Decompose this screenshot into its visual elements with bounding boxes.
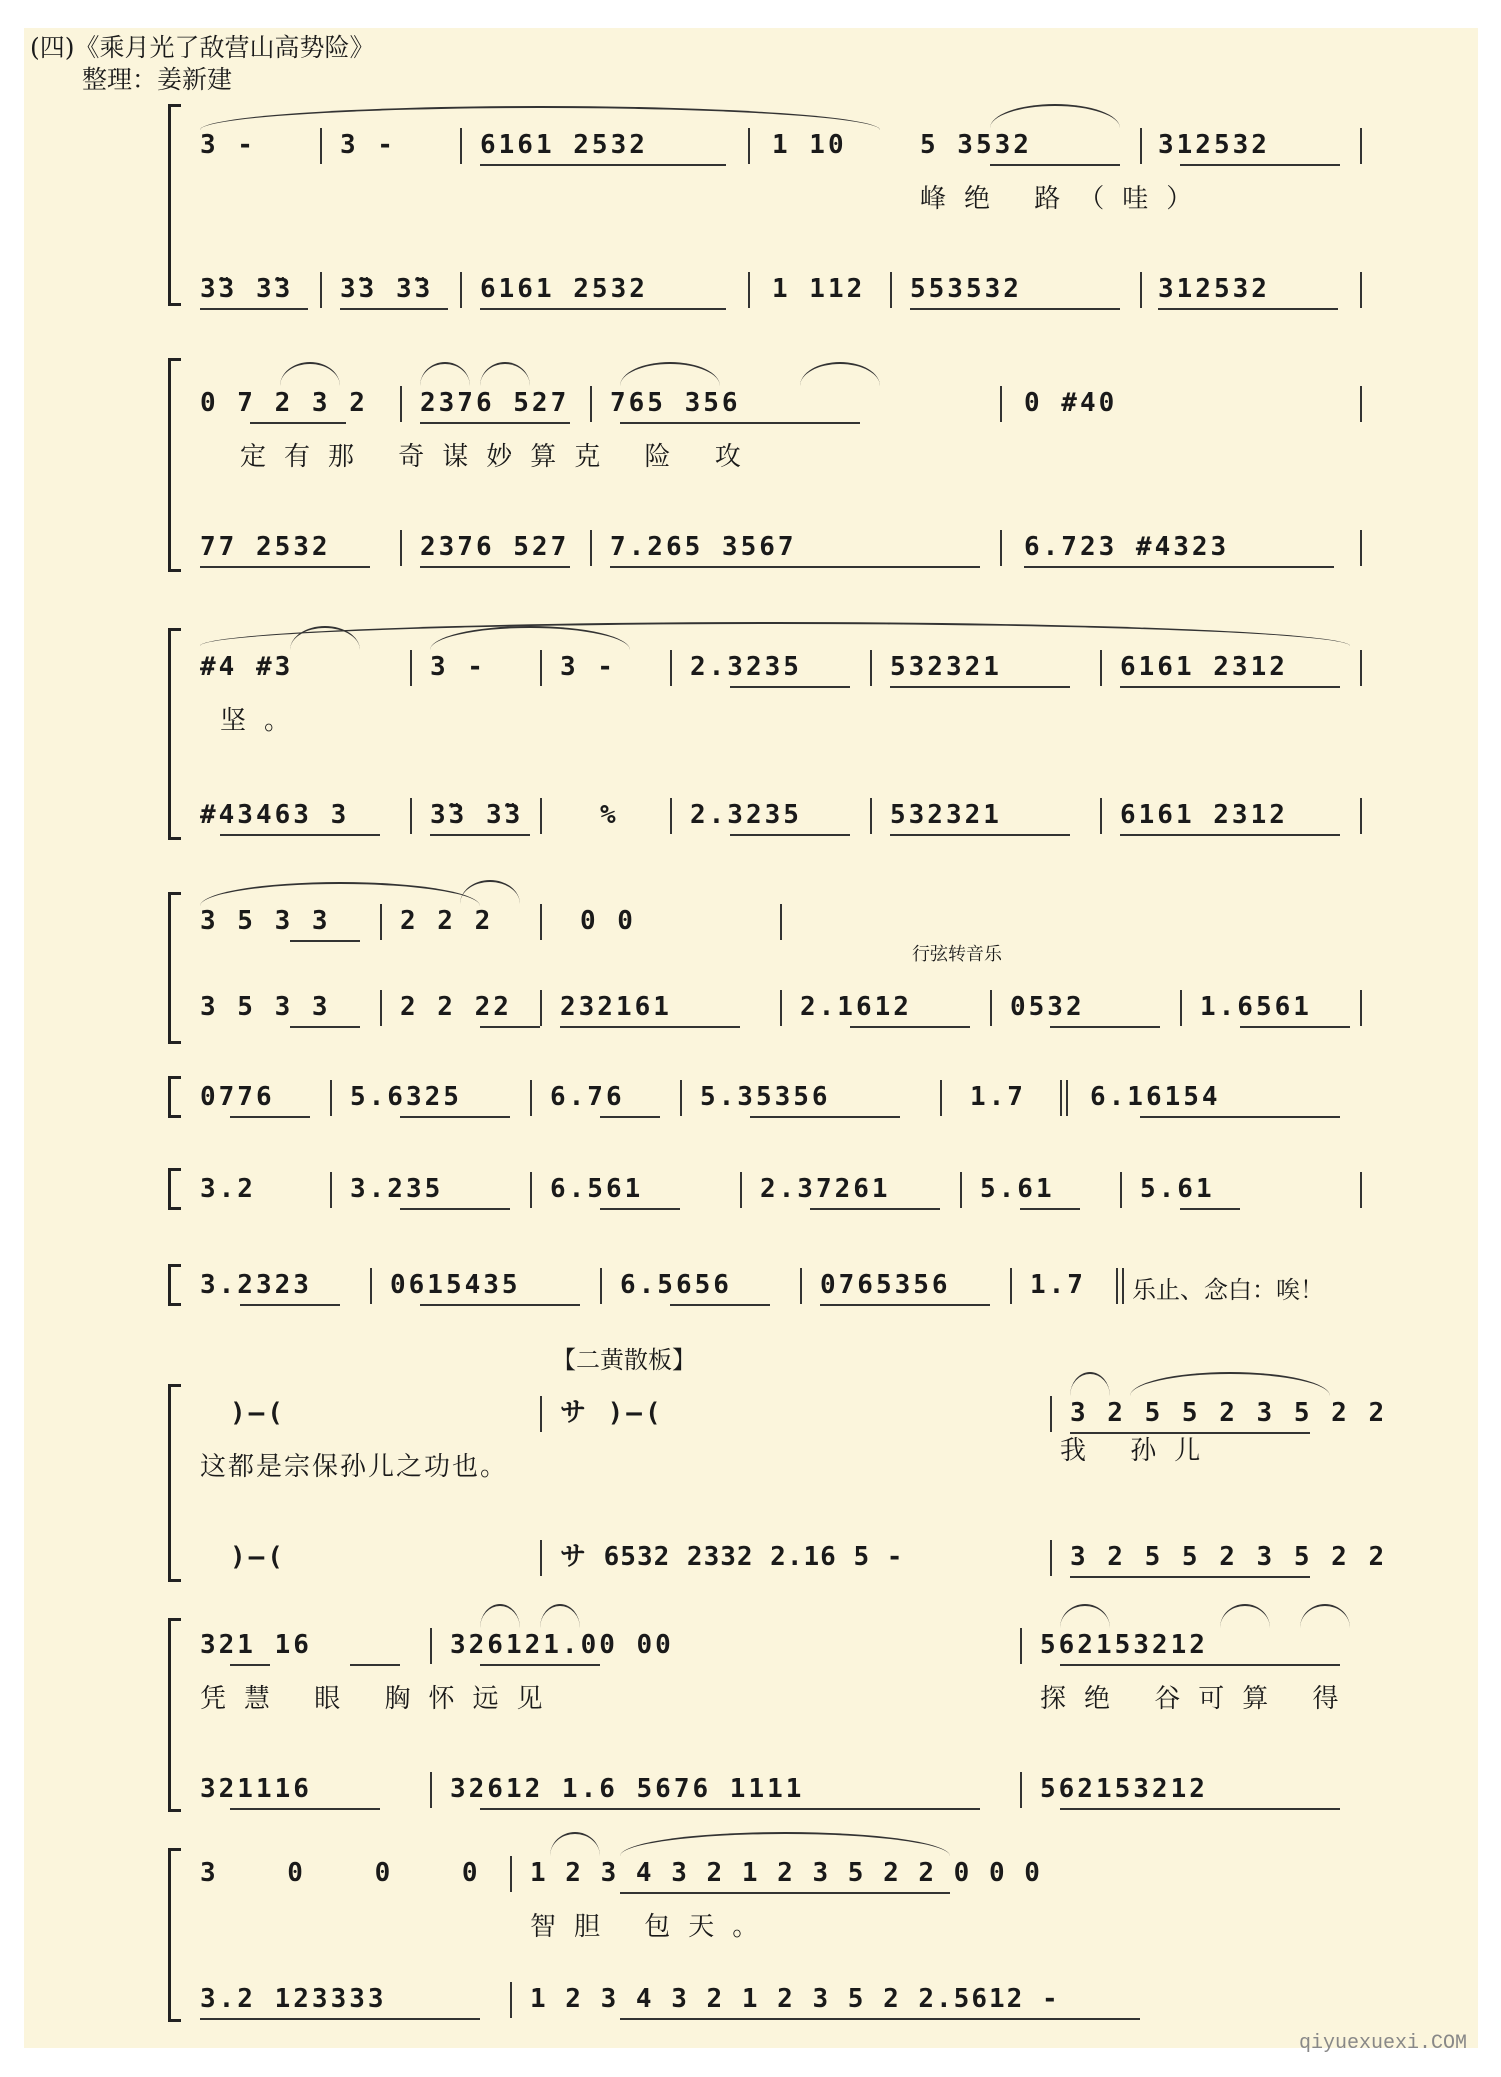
measure: 1.7 xyxy=(1030,1270,1086,1300)
measure: 6.561 xyxy=(550,1174,644,1204)
system-brace xyxy=(168,628,181,840)
measure: 3̃3 3̃3 xyxy=(340,274,434,304)
measure: #4 #3 xyxy=(200,652,294,682)
system-6 xyxy=(182,1160,1354,1218)
measure: 765 356 xyxy=(610,388,741,418)
measure: % xyxy=(600,800,619,830)
measure: 0 #40 xyxy=(1024,388,1118,418)
measure: 3 - xyxy=(560,652,616,682)
measure: 5.35356 xyxy=(700,1082,831,1112)
measure: 1 10 xyxy=(772,130,847,160)
system-brace xyxy=(168,1168,181,1210)
measure: 5.61 xyxy=(980,1174,1055,1204)
measure: 321 16 xyxy=(200,1630,312,1660)
measure: 0776 xyxy=(200,1082,275,1112)
measure: 3 0 0 0 xyxy=(200,1858,506,1888)
measure: 6161 2312 xyxy=(1120,800,1288,830)
measure: 6.76 xyxy=(550,1082,625,1112)
measure: 3.2323 xyxy=(200,1270,312,1300)
measure: 532321 xyxy=(890,652,1002,682)
measure: 2 2 22 xyxy=(400,992,512,1022)
measure: 5 3532 xyxy=(920,130,1032,160)
measure: 3.2 123333 xyxy=(200,1984,387,2014)
measure: 1.6561 xyxy=(1200,992,1312,1022)
system-7 xyxy=(182,1256,1354,1314)
measure: 326121.00 00 xyxy=(450,1630,674,1660)
measure: 5.61 xyxy=(1140,1174,1215,1204)
spoken-line: 乐止、念白：唉！ xyxy=(1132,1276,1324,1304)
measure: 3 5 3 3 xyxy=(200,906,331,936)
measure: 1 2 3 4 3 2 1 2 3 5 2 2 0 0 0 xyxy=(530,1858,1042,1888)
measure: 3 - xyxy=(200,130,256,160)
measure: 1 2 3 4 3 2 1 2 3 5 2 2.5612 - xyxy=(530,1984,1060,2014)
upper-staff xyxy=(200,122,1354,214)
upper-staff xyxy=(200,1622,1357,1714)
watermark: qiyuexuexi.COM xyxy=(1298,2032,1467,2055)
system-brace xyxy=(168,104,181,306)
measure: 2376 527 xyxy=(420,532,570,562)
measure: 0765356 xyxy=(820,1270,951,1300)
measure: サ )—( xyxy=(560,1398,664,1428)
measure: 2 2 2 xyxy=(400,906,494,936)
measure: 3 - xyxy=(430,652,486,682)
upper-staff xyxy=(200,1390,1388,1482)
system-8 xyxy=(182,1346,1388,1590)
measure: 562153212 xyxy=(1040,1630,1208,1660)
upper-staff xyxy=(200,1850,1354,1942)
system-brace xyxy=(168,1848,181,2022)
system-brace xyxy=(168,1618,181,1812)
measure: 312532 xyxy=(1158,130,1270,160)
system-2 xyxy=(182,350,1354,580)
measure: 3 - xyxy=(340,130,396,160)
lyric-line: 定有那 奇谋妙算克 险 攻 xyxy=(240,442,759,472)
lower-staff xyxy=(200,1766,1354,1812)
system-1 xyxy=(182,96,1354,314)
lower-staff xyxy=(200,1976,1354,2022)
system-9 xyxy=(182,1610,1357,1820)
lyric-line: 坚。 xyxy=(220,706,309,736)
lower-staff xyxy=(200,524,1354,570)
upper-staff xyxy=(200,1074,1354,1120)
measure: 3̃3 3̃3 xyxy=(200,274,294,304)
arranger-credit: 整理：姜新建 xyxy=(82,65,233,94)
measure: 312532 xyxy=(1158,274,1270,304)
measure: 3 2 5 5 2 3 5 2 2 xyxy=(1070,1542,1388,1572)
upper-staff xyxy=(200,644,1354,736)
system-brace xyxy=(168,1264,181,1306)
measure: 6161 2532 xyxy=(480,130,648,160)
measure: 232161 xyxy=(560,992,672,1022)
measure: 7.265 3567 xyxy=(610,532,797,562)
upper-staff xyxy=(200,898,1354,944)
measure: 1 112 xyxy=(772,274,866,304)
measure: 0 7 2 3 2 xyxy=(200,388,368,418)
lyric-line: 峰绝 路（哇） xyxy=(920,184,1211,214)
measure: 5.6325 xyxy=(350,1082,462,1112)
measure: 6.723 #4323 xyxy=(1024,532,1230,562)
upper-staff xyxy=(200,380,1354,472)
measure: 0 0 xyxy=(580,906,636,936)
measure: 532321 xyxy=(890,800,1002,830)
measure: )—( xyxy=(230,1398,286,1428)
system-4 xyxy=(182,884,1354,1052)
measure: 1.7 xyxy=(970,1082,1026,1112)
system-10 xyxy=(182,1840,1354,2030)
measure: 77 2532 xyxy=(200,532,331,562)
measure: 2.3235 xyxy=(690,800,802,830)
lyric-line: 凭慧 眼 胸怀远见 xyxy=(200,1684,561,1714)
system-brace xyxy=(168,358,181,572)
measure: 0615435 xyxy=(390,1270,521,1300)
system-5 xyxy=(182,1068,1354,1126)
measure: 3 5 3 3 xyxy=(200,992,331,1022)
performance-instruction: 行弦转音乐 xyxy=(912,944,1002,965)
spoken-line: 这都是宗保孙儿之功也。 xyxy=(200,1452,509,1482)
measure: 3.2 xyxy=(200,1174,256,1204)
measure: 0532 xyxy=(1010,992,1085,1022)
measure: 6.16154 xyxy=(1090,1082,1221,1112)
upper-staff xyxy=(200,1166,1354,1212)
measure: #43463 3 xyxy=(200,800,350,830)
measure: 321116 xyxy=(200,1774,312,1804)
measure: 2.37261 xyxy=(760,1174,891,1204)
measure: 6161 2312 xyxy=(1120,652,1288,682)
measure: 3.235 xyxy=(350,1174,444,1204)
lower-staff xyxy=(200,984,1354,1030)
lyric-line: 智胆 包天。 xyxy=(530,1912,777,1942)
system-brace xyxy=(168,892,181,1044)
measure: サ 6532 2332 2.16 5 - xyxy=(560,1542,904,1572)
system-3 xyxy=(182,620,1354,848)
measure: 2.3235 xyxy=(690,652,802,682)
measure: 2376 527 xyxy=(420,388,570,418)
measure: 3̃3 3̃3 xyxy=(430,800,524,830)
measure: )—( xyxy=(230,1542,286,1572)
lower-staff xyxy=(200,266,1354,312)
lyric-line: 探绝 谷可算 得 xyxy=(1040,1684,1357,1714)
measure: 6161 2532 xyxy=(480,274,648,304)
lyric-line: 我 孙儿 xyxy=(1060,1436,1219,1466)
measure: 562153212 xyxy=(1040,1774,1208,1804)
measure: 2.1612 xyxy=(800,992,912,1022)
lower-staff xyxy=(200,1534,1388,1580)
measure: 32612 1.6 5676 1111 xyxy=(450,1774,805,1804)
section-banner: 【二黄散板】 xyxy=(552,1346,696,1374)
score-title: (四)《乘月光了敌营山高势险》 xyxy=(30,33,375,62)
lower-staff xyxy=(200,792,1354,838)
measure: 3 2 5 5 2 3 5 2 2 xyxy=(1070,1398,1388,1428)
measure: 6.5656 xyxy=(620,1270,732,1300)
system-brace xyxy=(168,1076,181,1118)
upper-staff xyxy=(200,1262,1354,1308)
system-brace xyxy=(168,1384,181,1582)
measure: 553532 xyxy=(910,274,1022,304)
